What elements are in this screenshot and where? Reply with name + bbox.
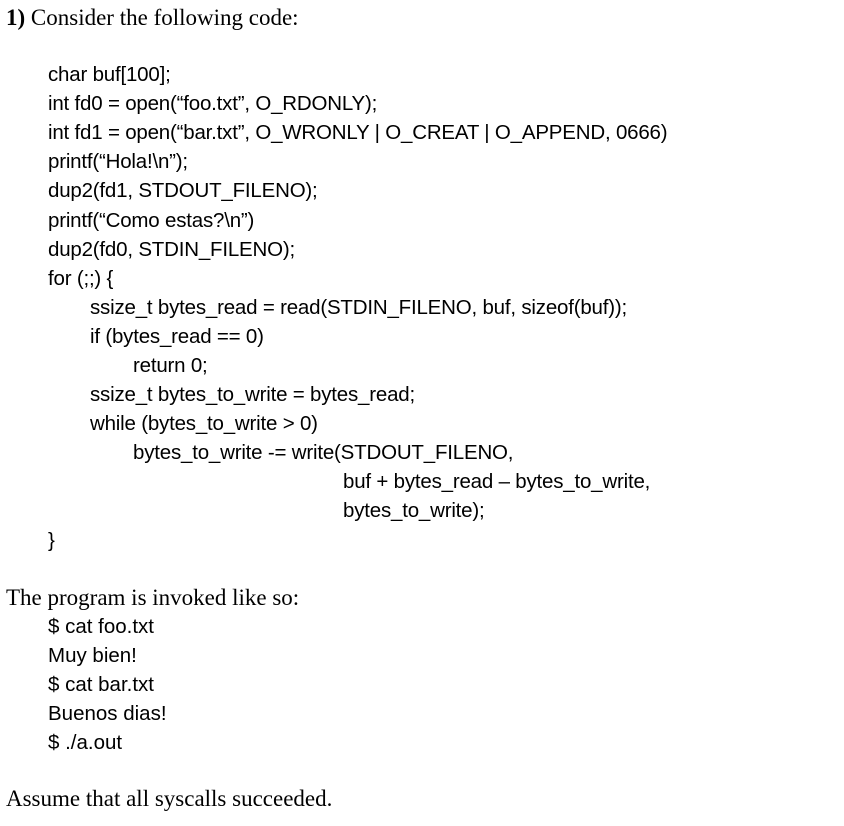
- code-line: if (bytes_read == 0): [90, 325, 264, 348]
- code-line: ssize_t bytes_to_write = bytes_read;: [90, 383, 415, 406]
- code-line: while (bytes_to_write > 0): [90, 412, 318, 435]
- code-line: bytes_to_write -= write(STDOUT_FILENO,: [133, 441, 514, 464]
- shell-line: Muy bien!: [48, 644, 137, 667]
- code-line: return 0;: [133, 354, 208, 377]
- question-header: [6, 5, 299, 31]
- code-line: ssize_t bytes_read = read(STDIN_FILENO, buf, sizeof(buf));: [90, 296, 627, 319]
- code-line: printf(“Hola!\n”);: [48, 150, 188, 173]
- code-line: char buf[100];: [48, 63, 171, 86]
- code-line: for (;;) {: [48, 267, 114, 290]
- code-line: }: [48, 529, 55, 552]
- code-line: dup2(fd1, STDOUT_FILENO);: [48, 179, 318, 202]
- question-prompt: Consider the following code:: [30, 5, 299, 30]
- question-number: 1): [6, 5, 26, 30]
- shell-line: $ cat foo.txt: [48, 615, 154, 638]
- code-line: dup2(fd0, STDIN_FILENO);: [48, 238, 295, 261]
- shell-line: $ ./a.out: [48, 731, 123, 754]
- assumption-text: Assume that all syscalls succeeded.: [6, 786, 333, 811]
- code-line: int fd1 = open(“bar.txt”, O_WRONLY | O_CREAT | O_APPEND, 0666): [48, 121, 668, 144]
- code-line: printf(“Como estas?\n”): [48, 209, 255, 232]
- code-line: bytes_to_write);: [343, 499, 485, 522]
- code-line: int fd0 = open(“foo.txt”, O_RDONLY);: [48, 92, 378, 115]
- shell-line: Buenos dias!: [48, 702, 167, 725]
- shell-line: $ cat bar.txt: [48, 673, 154, 696]
- invocation-intro: The program is invoked like so:: [6, 585, 300, 610]
- code-line: buf + bytes_read – bytes_to_write,: [343, 470, 651, 493]
